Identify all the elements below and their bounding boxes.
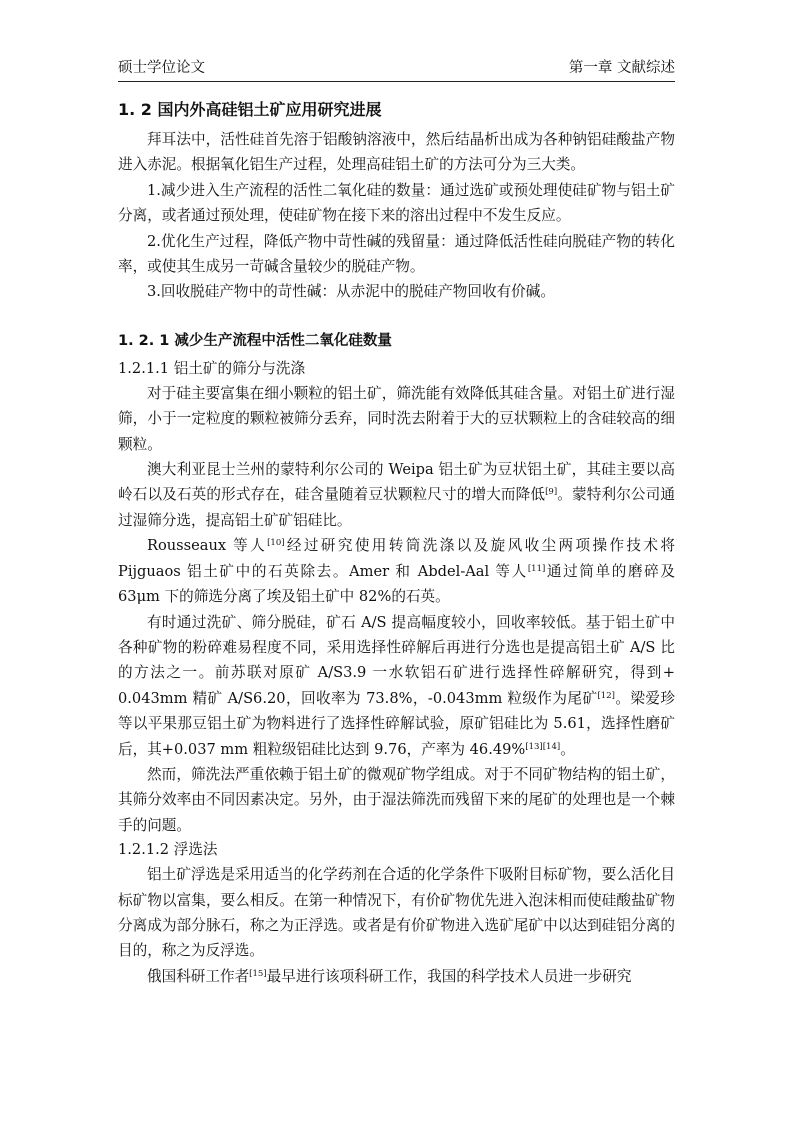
page-body — [118, 97, 675, 989]
text-run: 。蒙特利尔公司通过湿筛分选，提高铝土矿矿铝硅比。 — [118, 486, 675, 529]
text-run: 经过研究使用转筒洗涤以及旋风收尘两项操作技术将 Pijguaos 铝土矿中的石英除去。Amer 和 Abdel-Aal 等人 — [118, 537, 675, 580]
text-run: 澳大利亚昆士兰州的蒙特利尔公司的 Weipa 铝土矿为豆状铝土矿，其硅主要以高岭石以及石英的形式存在，硅含量随着豆状颗粒尺寸的增大而降低 — [118, 461, 675, 504]
paragraph-flotation-history — [118, 964, 675, 989]
paragraph-selective-crushing — [118, 610, 675, 762]
method-item-2: 2.优化生产过程，降低产物中苛性碱的残留量：通过降低活性硅向脱硅产物的转化率，或使其生成另一苛碱含量较少的脱硅产物。 — [118, 232, 675, 276]
method-item-1: 1.减少进入生产流程的活性二氧化硅的数量：通过选矿或预处理使硅矿物与铝土矿分离，或者通过预处理，使硅矿物在接下来的溶出过程中不发生反应。 — [118, 181, 675, 225]
citation: [10] — [267, 538, 285, 549]
paragraph-screening-intro: 对于硅主要富集在细小颗粒的铝土矿，筛洗能有效降低其硅含量。对铝土矿进行湿筛，小于一定粒度的颗粒被筛分丢弃，同时洗去附着于大的豆状颗粒上的含硅较高的细颗粒。 — [118, 384, 675, 453]
header-chapter-title: 第一章 文献综述 — [568, 60, 675, 76]
method-item-3: 3.回收脱硅产物中的苛性碱：从赤泥中的脱硅产物回收有价碱。 — [147, 283, 555, 301]
citation: [15] — [249, 968, 267, 979]
paragraph-flotation-intro: 铝土矿浮选是采用适当的化学药剂在合适的化学条件下吸附目标矿物，要么活化目标矿物以富集，要么相反。在第一种情况下，有价矿物优先进入泡沫相而使硅酸盐矿物分离成为部分脉石，称之为正浮选。或者是有价矿物进入选矿尾矿中以达到硅铝分离的目的，称之为反浮选。 — [118, 866, 675, 960]
paragraph-screening-limits: 然而，筛洗法严重依赖于铝土矿的微观矿物学组成。对于不同矿物结构的铝土矿，其筛分效率由不同因素决定。另外，由于湿法筛洗而残留下来的尾矿的处理也是一个棘手的问题。 — [118, 765, 675, 834]
section-heading: 1. 2 国内外高硅铝土矿应用研究进展 — [118, 100, 382, 119]
citation: [12] — [597, 690, 615, 701]
header-rule — [118, 81, 675, 82]
running-header — [118, 56, 675, 77]
text-run: 最早进行该项科研工作，我国的科学技术人员进一步研究 — [266, 967, 632, 985]
header-thesis-type: 硕士学位论文 — [118, 60, 205, 76]
subsubsection-heading-flotation: 1.2.1.2 浮选法 — [118, 841, 218, 859]
citation: [13][14] — [525, 741, 561, 752]
paragraph-weipa — [118, 457, 675, 533]
text-run: 通过简单的磨碎及 63μm 下的筛选分离了埃及铝土矿中 82%的石英。 — [118, 562, 675, 606]
subsection-heading: 1. 2. 1 减少生产流程中活性二氧化硅数量 — [118, 332, 392, 349]
citation: [9] — [545, 487, 558, 498]
subsubsection-heading-screening: 1.2.1.1 铝土矿的筛分与洗涤 — [118, 359, 306, 377]
text-run: Rousseaux 等人 — [147, 537, 268, 555]
text-run: 。 — [560, 740, 575, 758]
section-intro-paragraph: 拜耳法中，活性硅首先溶于铝酸钠溶液中，然后结晶析出成为各种钠铝硅酸盐产物进入赤泥。根据氧化铝生产过程，处理高硅铝土矿的方法可分为三大类。 — [118, 131, 675, 174]
paragraph-rousseaux — [118, 533, 675, 609]
text-run: 俄国科研工作者 — [147, 967, 250, 985]
text-run: 。梁爱珍等以平果那豆铝土矿为物料进行了选择性碎解试验，原矿铝硅比为 5.61，选择性磨矿后，其+0.037 mm 粗粒级铝硅比达到 9.76，产率为 46.49% — [118, 689, 675, 758]
text-run: 有时通过洗矿、筛分脱硅，矿石 A/S 提高幅度较小，回收率较低。基于铝土矿中各种矿物的粉碎难易程度不同，采用选择性碎解后再进行分选也是提高铝土矿 A/S 比的方法之一。前苏联对原矿 A/S3.9 一水软铝石矿进行选择性碎解研究，得到+ 0.043mm 精矿 A/S6.20，回收率为 73.8%，-0.043mm 粒级作为尾矿 — [118, 613, 675, 707]
citation: [11] — [527, 563, 546, 574]
